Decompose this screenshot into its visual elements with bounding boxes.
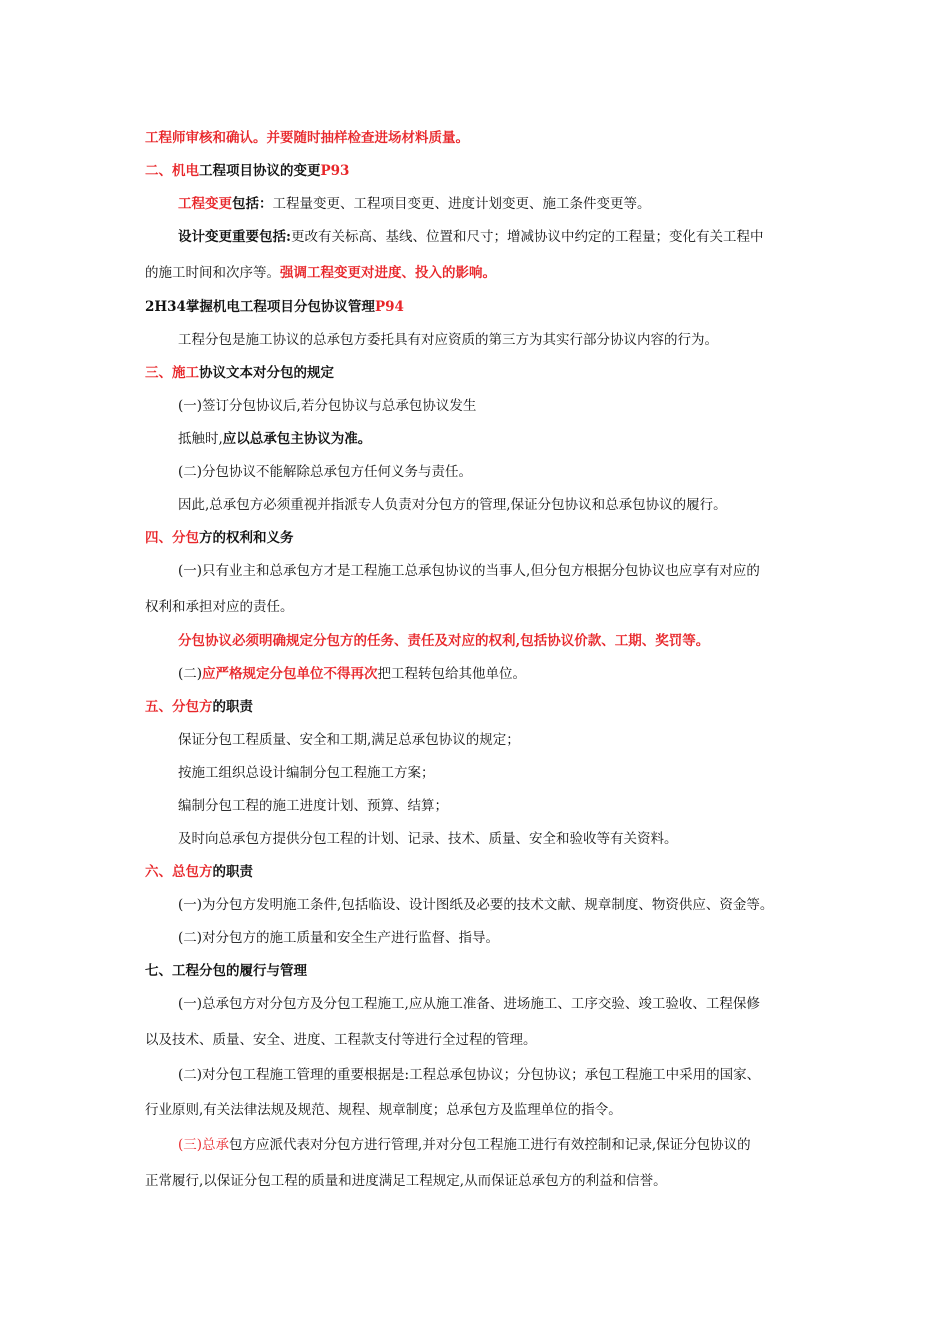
text-span: (二)对分包方的施工质量和安全生产进行监督、指导。 xyxy=(178,930,500,946)
text-line-20 xyxy=(178,764,435,782)
text-span: 协议文本对分包的规定 xyxy=(199,365,334,381)
text-span: 二、机电 xyxy=(145,163,199,179)
section-heading-6 xyxy=(145,863,253,881)
section-heading-5 xyxy=(145,698,253,716)
text-line-12 xyxy=(178,496,727,514)
text-span: 及时向总承包方提供分包工程的计划、记录、技术、质量、安全和验收等有关资料。 xyxy=(178,831,678,847)
text-span: 包方应派代表对分包方进行管理,并对分包工程施工进行有效控制和记录,保证分包协议的 xyxy=(229,1137,751,1153)
text-line-17 xyxy=(178,665,526,683)
text-span: 分包协议必须明确规定分包方的任务、责任及对应的权利,包括协议价款、工期、奖罚等。 xyxy=(178,633,710,649)
text-span: (二) xyxy=(178,666,203,682)
text-span: 行业原则,有关法律法规及规范、规程、规章制度；总承包方及监理单位的指令。 xyxy=(145,1102,622,1118)
section-heading-2 xyxy=(145,162,349,180)
text-line-27 xyxy=(178,995,760,1013)
text-span: 包括： xyxy=(232,196,273,212)
text-span: 的职责 xyxy=(212,864,253,880)
text-line-21 xyxy=(178,797,448,815)
text-span: 方的权利和义务 xyxy=(199,530,294,546)
chapter-heading xyxy=(145,298,404,316)
text-line-24 xyxy=(178,896,773,914)
text-span: 编制分包工程的施工进度计划、预算、结算； xyxy=(178,798,448,814)
text-line-10 xyxy=(178,430,371,448)
text-span: 四、分包 xyxy=(145,530,199,546)
text-span: (一)为分包方发明施工条件,包括临设、设计图纸及必要的技术文献、规章制度、物资供应、资金等。 xyxy=(178,897,774,913)
text-line-30 xyxy=(145,1101,622,1119)
page-ref: P93 xyxy=(320,163,350,179)
text-span: 的施工时间和次序等。 xyxy=(145,265,280,281)
text-span: 抵触时, xyxy=(178,431,223,447)
text-line-22 xyxy=(178,830,678,848)
text-line-16 xyxy=(178,632,709,650)
text-span: 强调工程变更对进度、投入的影响。 xyxy=(280,265,496,281)
text-line-11 xyxy=(178,463,472,481)
section-heading-3 xyxy=(145,364,334,382)
text-line-25 xyxy=(178,929,499,947)
text-span: 工程师审核和确认。并要随时抽样检查进场材料质量。 xyxy=(145,130,469,146)
text-span: 保证分包工程质量、安全和工期,满足总承包协议的规定； xyxy=(178,732,520,748)
text-span: 七、工程分包的履行与管理 xyxy=(145,963,307,979)
text-span: (一)只有业主和总承包方才是工程施工总承包协议的当事人,但分包方根据分包协议也应享有对应的 xyxy=(178,563,760,579)
section-heading-4 xyxy=(145,529,294,547)
text-line-31 xyxy=(178,1136,751,1154)
text-span: 权利和承担对应的责任。 xyxy=(145,599,294,615)
text-span: 正常履行,以保证分包工程的质量和进度满足工程规定,从而保证总承包方的利益和信誉。 xyxy=(145,1173,667,1189)
text-span: 更改有关标高、基线、位置和尺寸；增减协议中约定的工程量；变化有关工程中 xyxy=(290,229,764,245)
text-span: 工程项目协议的变更 xyxy=(199,163,321,179)
text-line-9 xyxy=(178,397,476,415)
text-span: (一)签订分包协议后,若分包协议与总承包协议发生 xyxy=(178,398,477,414)
text-span: 的职责 xyxy=(212,699,253,715)
text-line-7 xyxy=(178,331,718,349)
section-heading-7 xyxy=(145,962,307,980)
text-span: 因此,总承包方必须重视并指派专人负责对分包方的管理,保证分包协议和总承包协议的履行。 xyxy=(178,497,727,513)
text-span: 2H34掌握机电工程项目分包协议管理 xyxy=(145,299,375,315)
text-line-3 xyxy=(178,195,651,213)
text-span: 工程量变更、工程项目变更、进度计划变更、施工条件变更等。 xyxy=(272,196,651,212)
text-span: 应以总承包主协议为准。 xyxy=(222,431,372,447)
text-line-4 xyxy=(178,228,763,246)
text-span: (三)总承 xyxy=(178,1137,230,1153)
text-line-15 xyxy=(145,598,294,616)
text-span: (二)分包协议不能解除总承包方任何义务与责任。 xyxy=(178,464,473,480)
text-span: 三、施工 xyxy=(145,365,199,381)
text-span: 应严格规定分包单位不得再次 xyxy=(202,666,378,682)
text-span: 按施工组织总设计编制分包工程施工方案； xyxy=(178,765,435,781)
text-line-5 xyxy=(145,264,496,282)
text-span: (一)总承包方对分包方及分包工程施工,应从施工准备、进场施工、工序交验、竣工验收、工程保修 xyxy=(178,996,760,1012)
text-span: 以及技术、质量、安全、进度、工程款支付等进行全过程的管理。 xyxy=(145,1032,537,1048)
text-span: (二)对分包工程施工管理的重要根据是:工程总承包协议；分包协议；承包工程施工中采用的国家、 xyxy=(178,1067,761,1083)
text-line-19 xyxy=(178,731,520,749)
text-line-29 xyxy=(178,1066,760,1084)
text-line-14 xyxy=(178,562,760,580)
text-span: 工程变更 xyxy=(178,196,232,212)
text-span: 工程分包是施工协议的总承包方委托具有对应资质的第三方为其实行部分协议内容的行为。 xyxy=(178,332,718,348)
text-line-1 xyxy=(145,129,469,147)
text-line-32 xyxy=(145,1172,667,1190)
page-ref: P94 xyxy=(374,299,404,315)
text-line-28 xyxy=(145,1031,537,1049)
text-span: 五、分包方 xyxy=(145,699,213,715)
text-span: 把工程转包给其他单位。 xyxy=(377,666,527,682)
text-span: 设计变更重要包括: xyxy=(178,229,291,245)
text-span: 六、总包方 xyxy=(145,864,213,880)
